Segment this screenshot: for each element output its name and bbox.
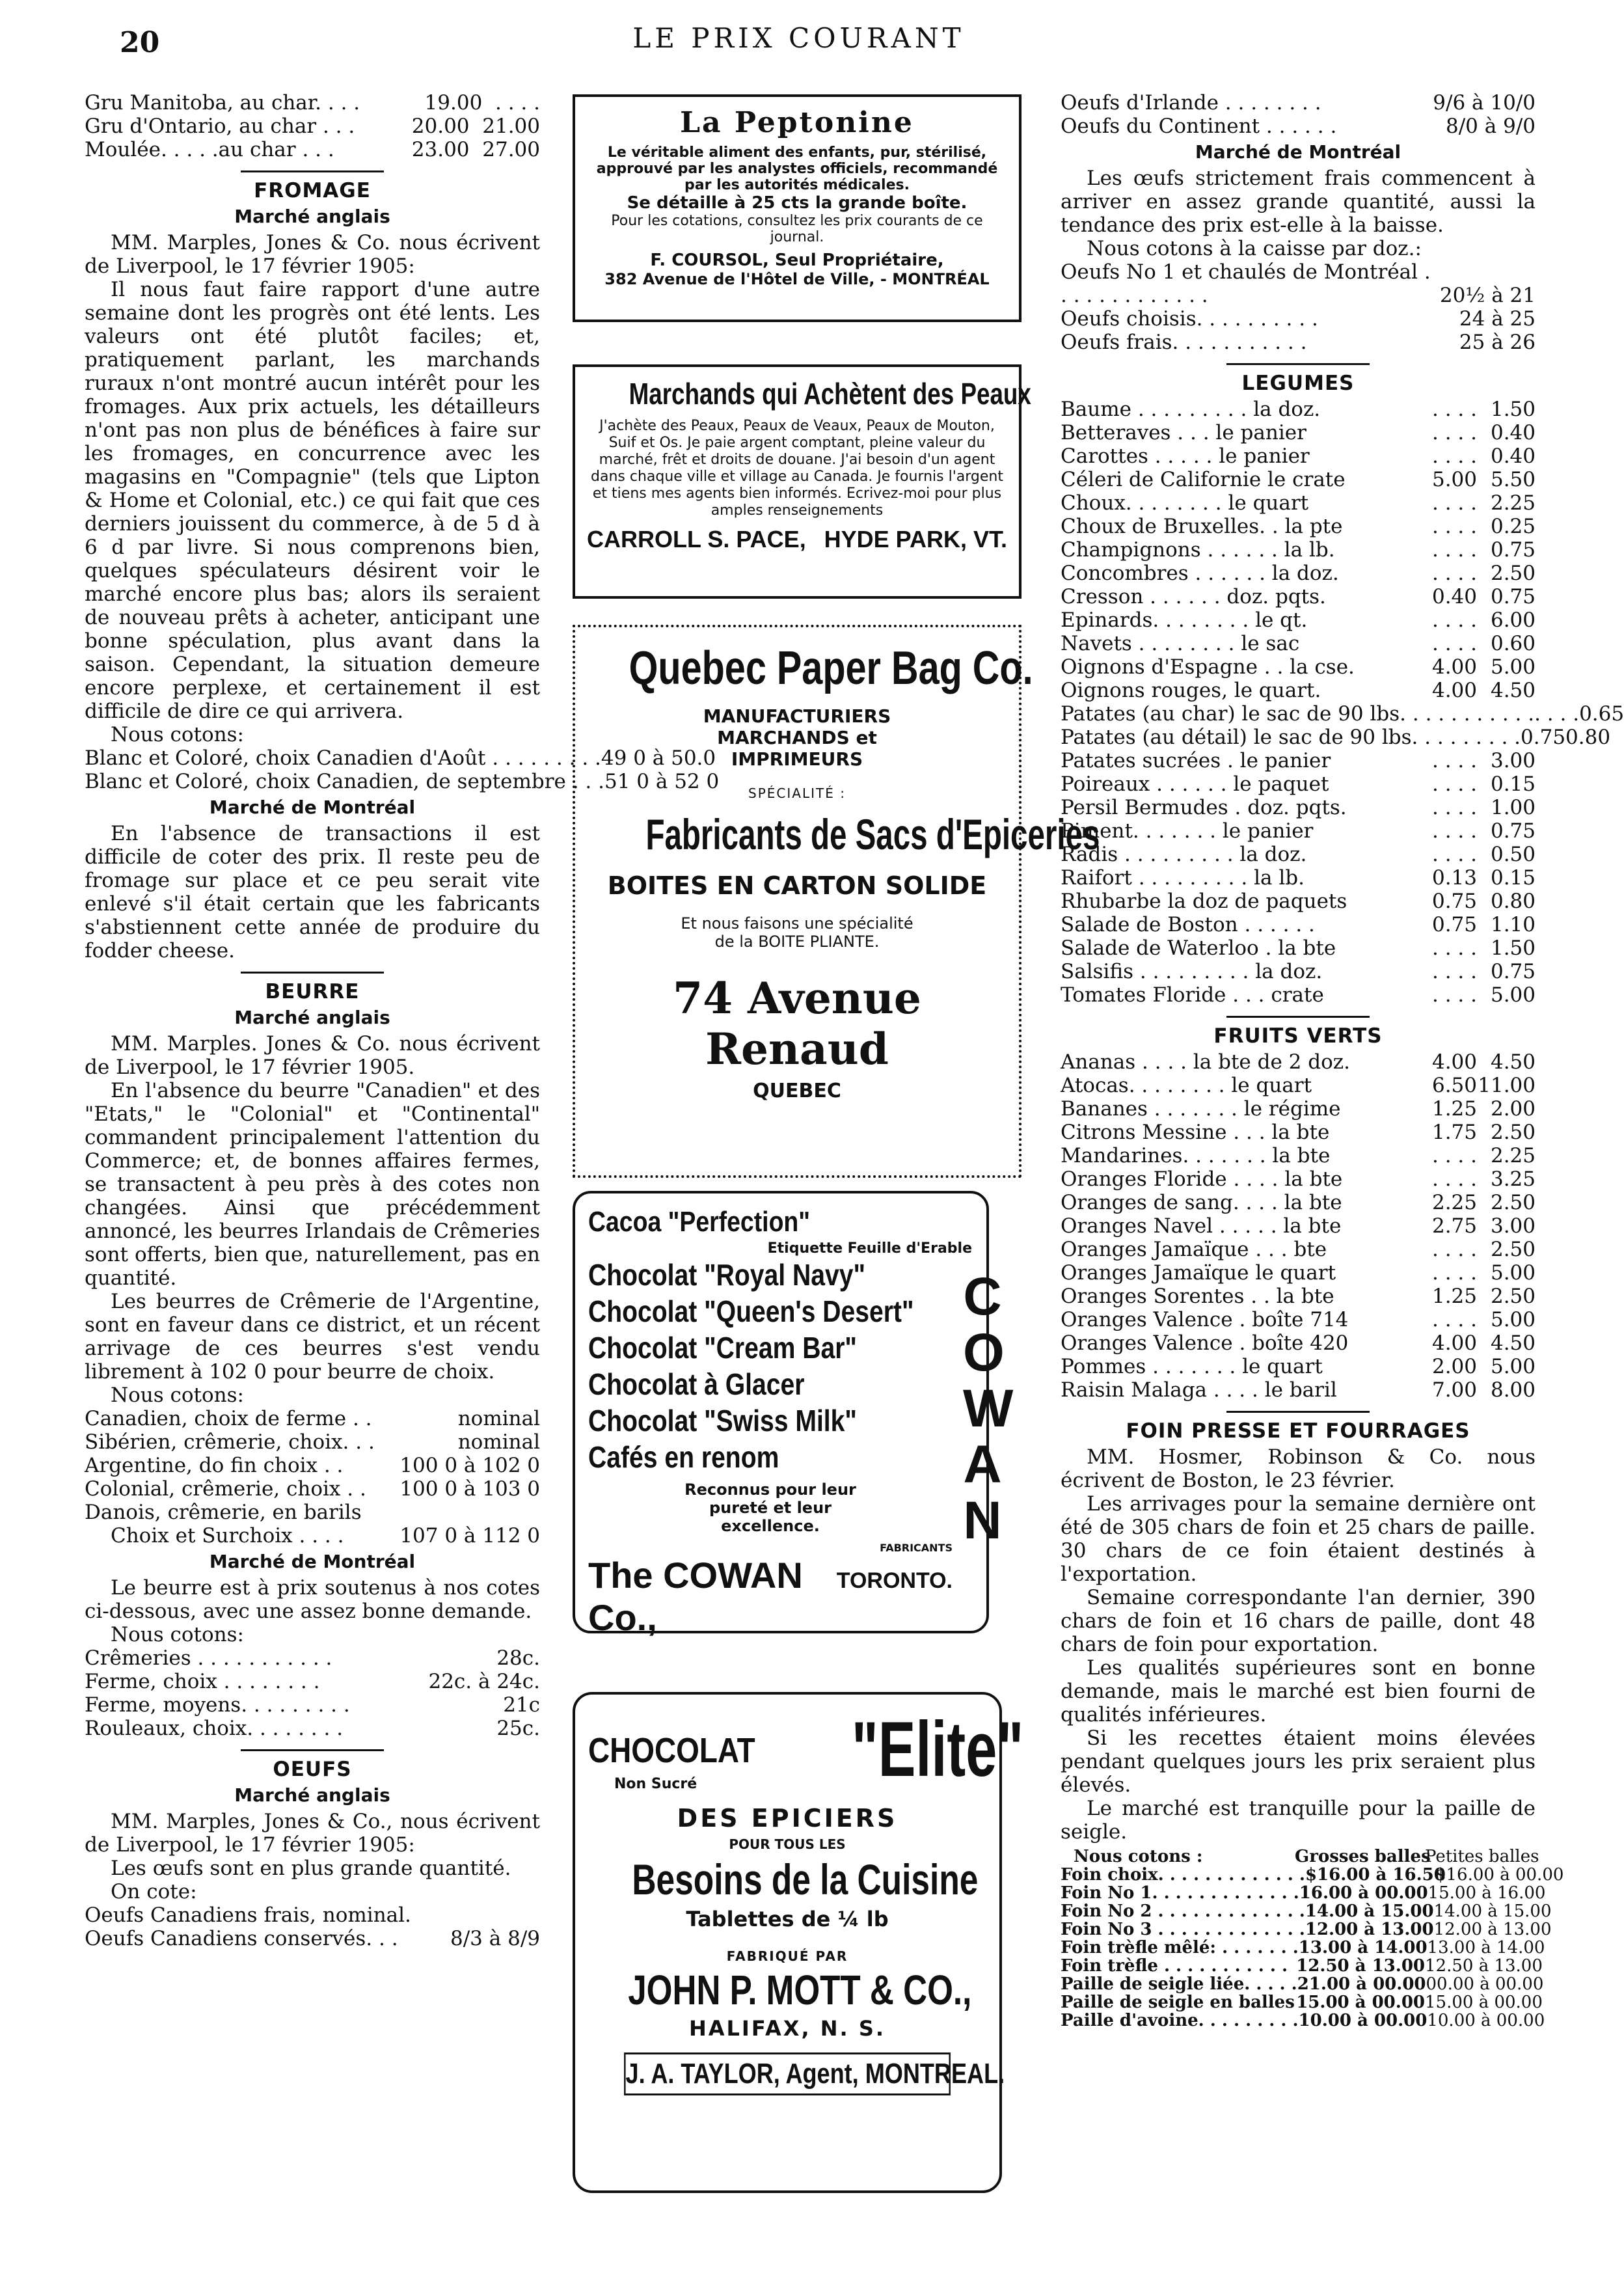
paragraph: MM. Marples, Jones & Co., nous écrivent de Liverpool, le 17 février 1905: (85, 1810, 540, 1857)
quote-row: Choix et Surchoix . . . . 107 0 à 112 0 (111, 1524, 540, 1548)
section-heading-fromage: FROMAGE (254, 179, 371, 202)
ad-pour: POUR TOUS LES (729, 1836, 846, 1852)
quote-row: Oeufs Canadiens conservés. . . 8/3 à 8/9 (85, 1927, 540, 1950)
quote-row: Oeufs d'Irlande . . . . . . . . 9/6 à 10/0 (1061, 91, 1536, 115)
paragraph: MM. Hosmer, Robinson & Co. nous écrivent de Boston, le 23 février. (1061, 1445, 1536, 1492)
ad-name: CARROLL S. PACE, (587, 526, 806, 552)
fruits-list (1061, 1050, 1536, 1402)
ad-line: IMPRIMEURS (731, 748, 863, 770)
hay-row: Paille de seigle liée. . . . . 21.00 à 00.00 00.00 à 00.00 (1061, 1974, 1544, 1994)
ad-address: 382 Avenue de l'Hôtel de Ville, - MONTRÉAL (604, 270, 990, 288)
market-subheading: Marché de Montréal (209, 1551, 416, 1572)
paragraph: Semaine correspondante l'an dernier, 390 chars de foin et 16 chars de paille, dont 48 chars de foin pour exportation. (1061, 1586, 1536, 1656)
price-row: Carottes . . . . . le panier . . . . 0.40 (1061, 444, 1536, 468)
hay-row: Paille de seigle en balles 15.00 à 00.00 15.00 à 00.00 (1061, 1993, 1543, 2012)
price-row: Betteraves . . . le panier . . . . 0.40 (1061, 421, 1536, 444)
ad-text: Pour les cotations, consultez les prix courants de ce journal. (611, 213, 983, 245)
quote-row: Oeufs Canadiens frais, nominal. (85, 1903, 411, 1927)
price-row: Choux de Bruxelles. . la pte . . . . 0.25 (1061, 515, 1536, 538)
ad-text: Se détaille à 25 cts la grande boîte. (627, 193, 968, 213)
price-row: Oranges Valence . boîte 420 4.00 4.50 (1061, 1331, 1536, 1355)
divider (241, 170, 384, 172)
ad-peaux (573, 364, 1031, 599)
price-row: Patates sucrées . le panier . . . . 3.00 (1061, 749, 1536, 772)
quote-row: Ferme, moyens. . . . . . . . . 21c (85, 1693, 540, 1717)
ad-agent: J. A. TAYLOR, Agent, MONTREAL. (624, 2052, 951, 2095)
paragraph: Nous cotons: (111, 723, 244, 746)
ad-line: Chocolat "Cream Bar" (588, 1331, 857, 1365)
price-row: Persil Bermudes . doz. pqts. . . . . 1.00 (1061, 796, 1536, 819)
ad-line: MARCHANDS et (717, 727, 877, 748)
hay-row: Foin trèfle mêlé: . . . . . . . 13.00 à 14.00 13.00 à 14.00 (1061, 1938, 1545, 1957)
ad-note: de la BOITE PLIANTE. (714, 933, 880, 951)
paragraph: Les œufs strictement frais commencent à arriver en assez grande quantité, aussi la tendance des prix est-elle à la baisse. (1061, 167, 1536, 237)
price-row: Citrons Messine . . . la bte 1.75 2.50 (1061, 1121, 1536, 1144)
ad-epiciers: DES EPICIERS (677, 1804, 898, 1833)
paragraph: MM. Marples. Jones & Co. nous écrivent de Liverpool, le 17 février 1905. (85, 1032, 540, 1079)
divider (1226, 363, 1370, 365)
price-row: Tomates Floride . . . crate . . . . 5.00 (1061, 983, 1536, 1007)
price-row: Rhubarbe la doz de paquets 0.75 0.80 (1061, 890, 1536, 913)
ad-city: QUEBEC (753, 1080, 841, 1102)
section-heading-legumes: LEGUMES (1241, 372, 1355, 395)
ad-chocolat: CHOCOLAT (588, 1731, 755, 1770)
ad-quebec-paper-bag (573, 625, 1100, 1178)
ad-line: Cafés en renom (588, 1440, 779, 1474)
divider (1226, 1016, 1370, 1018)
divider (241, 1749, 384, 1751)
quote-row: Oeufs frais. . . . . . . . . . . 25 à 26 (1061, 331, 1536, 354)
ad-fabricants: FABRICANTS (880, 1542, 953, 1554)
paragraph: En l'absence du beurre "Canadien" et des "Etats," le "Colonial" et "Continental" commandent principalement l'attention du Commerce; et, de bonnes affaires fermes, se transactent à peu près à des cotes non changées. Ainsi que précédemment annoncé, les beurres Irlandais de Crêmeries sont offerts, bien que, naturellement, pas en quantité. (85, 1079, 540, 1290)
legumes-list (1061, 398, 1624, 1007)
flour-row: Gru Manitoba, au char. . . . 19.00 . . . . (85, 91, 540, 115)
ad-etiquette: Etiquette Feuille d'Erable (767, 1240, 972, 1257)
price-row: Oranges Jamaïque . . . bte . . . . 2.50 (1061, 1238, 1536, 1261)
paragraph: Les qualités supérieures sont en bonne demande, mais le marché est bien fourni de qualités inférieures. (1061, 1656, 1536, 1726)
page-number: 20 (120, 26, 160, 59)
ad-elite (573, 1692, 1024, 2193)
page-title: LE PRIX COURANT (632, 22, 965, 54)
ad-city: HALIFAX, N. S. (688, 2016, 886, 2041)
ad-line: Chocolat "Royal Navy" (588, 1258, 866, 1292)
quote-row: Oeufs No 1 et chaulés de Montréal . . . . . . . . . . . . . 20½ à 21 (1061, 260, 1536, 307)
price-row: Piment. . . . . . . le panier . . . . 0.75 (1061, 819, 1536, 843)
hay-row: Paille d'avoine. . . . . . . . . 10.00 à 00.00 10.00 à 00.00 (1061, 2011, 1545, 2030)
price-row: Oranges Navel . . . . . la bte 2.75 3.00 (1061, 1214, 1536, 1238)
market-subheading: Marché de Montréal (1195, 141, 1401, 163)
market-subheading: Marché de Montréal (209, 797, 416, 818)
ad-address: 74 Avenue Renaud (673, 973, 921, 1074)
ad-specialite: SPÉCIALITÉ : (748, 785, 846, 801)
paragraph: Les beurres de Crêmerie de l'Argentine, sont en faveur dans ce district, et un récent arrivage de ces beurres s'est vendu librement à 102 0 pour beurre de choix. (85, 1290, 540, 1384)
quote-row: Oeufs du Continent . . . . . . 8/0 à 9/0 (1061, 115, 1536, 138)
quote-row: Canadien, choix de ferme . . nominal (85, 1407, 540, 1430)
price-row: Ananas . . . . la bte de 2 doz. 4.00 4.50 (1061, 1050, 1536, 1074)
section-heading-fruits: FRUITS VERTS (1213, 1024, 1383, 1048)
price-row: Mandarines. . . . . . . la bte . . . . 2.25 (1061, 1144, 1536, 1167)
quote-row: Ferme, choix . . . . . . . . 22c. à 24c. (85, 1670, 540, 1693)
price-row: Oranges Valence . boîte 714 . . . . 5.00 (1061, 1308, 1536, 1331)
hay-row: Foin No 3 . . . . . . . . . . . . . 12.00 à 13.00 12.00 à 13.00 (1061, 1920, 1552, 1939)
hay-row: Foin choix. . . . . . . . . . . . . $16.00 à 16.50 $16.00 à 00.00 (1061, 1865, 1564, 1885)
divider (241, 972, 384, 974)
price-row: Cresson . . . . . . doz. pqts. 0.40 0.75 (1061, 585, 1536, 608)
price-row: Navets . . . . . . . . le sac . . . . 0.60 (1061, 632, 1536, 655)
price-row: Baume . . . . . . . . . la doz. . . . . 1.50 (1061, 398, 1536, 421)
price-row: Poireaux . . . . . . le paquet . . . . 0.15 (1061, 772, 1536, 796)
quote-row: Rouleaux, choix. . . . . . . . 25c. (85, 1717, 540, 1740)
paragraph: Nous cotons: (111, 1623, 244, 1646)
section-heading-oeufs: OEUFS (273, 1758, 352, 1781)
ad-owner: F. COURSOL, Seul Propriétaire, (650, 251, 944, 270)
ad-place: HYDE PARK, VT. (824, 526, 1007, 552)
ad-maker: JOHN P. MOTT & CO., (628, 1967, 972, 2013)
price-row: Concombres . . . . . . la doz. . . . . 2.50 (1061, 562, 1536, 585)
ad-boites: BOITES EN CARTON SOLIDE (607, 871, 987, 900)
paragraph: On cote: (111, 1880, 197, 1903)
paragraph: En l'absence de transactions il est difficile de coter des prix. Il reste peu de fromage sur place et ce peu serait vite enlevé s'il était certain que les fabricants s'abstiennent cette année de produire du fodder cheese. (85, 822, 540, 962)
ad-title: Marchands qui Achètent des Peaux (629, 377, 1031, 411)
ad-peptonine (573, 94, 1022, 322)
price-row: Salade de Waterloo . la bte . . . . 1.50 (1061, 936, 1536, 960)
ad-line: Chocolat "Swiss Milk" (588, 1404, 857, 1438)
paragraph: Le beurre est à prix soutenus à nos cotes ci-dessous, avec une assez bonne demande. (85, 1576, 540, 1623)
price-row: Atocas. . . . . . . . le quart 6.50 11.00 (1061, 1074, 1536, 1097)
paragraph: Les œufs sont en plus grande quantité. (111, 1857, 511, 1880)
right-column (1061, 91, 1624, 2030)
market-subheading: Marché anglais (234, 1007, 390, 1028)
flour-row: Moulée. . . . .au char . . . 23.00 27.00 (85, 138, 540, 161)
section-heading-beurre: BEURRE (265, 980, 360, 1003)
ad-big: Fabricants de Sacs d'Epiceries (645, 810, 1100, 858)
price-row: Oignons rouges, le quart. 4.00 4.50 (1061, 679, 1536, 702)
hay-row: Foin No 1. . . . . . . . . . . . . 16.00 à 00.00 15.00 à 16.00 (1061, 1883, 1546, 1903)
ad-line: MANUFACTURIERS (703, 705, 891, 727)
quote-row: Blanc et Coloré, choix Canadien, de septembre . . . 51 0 à 52 0 (85, 770, 720, 793)
paragraph: Nous cotons à la caisse par doz.: (1087, 237, 1422, 260)
quote-row: Danois, crêmerie, en barils (85, 1501, 362, 1524)
quote-row: Argentine, do fin choix . . 100 0 à 102 0 (85, 1454, 540, 1477)
ad-tablettes: Tablettes de ¼ lb (686, 1907, 889, 1931)
flour-row: Gru d'Ontario, au char . . . 20.00 21.00 (85, 115, 540, 138)
price-row: Epinards. . . . . . . . le qt. . . . . 6.00 (1061, 608, 1536, 632)
hay-table (1061, 1865, 1564, 2030)
ad-line: Chocolat "Queen's Desert" (588, 1294, 914, 1328)
price-row: Champignons . . . . . . la lb. . . . . 0.75 (1061, 538, 1536, 562)
price-row: Céleri de Californie le crate 5.00 5.50 (1061, 468, 1536, 491)
quote-row: Colonial, crêmerie, choix . . 100 0 à 103 0 (85, 1477, 540, 1501)
price-row: Pommes . . . . . . . le quart 2.00 5.00 (1061, 1355, 1536, 1378)
quote-row: Blanc et Coloré, choix Canadien d'Août . . . . . . . . . 49 0 à 50.0 (85, 746, 716, 770)
hay-table-header: Nous cotons : Grosses balles Petites balles (1074, 1847, 1539, 1866)
quote-row: Sibérien, crêmerie, choix. . . nominal (85, 1430, 540, 1454)
ad-company: The COWAN Co., (588, 1555, 803, 1638)
paragraph: Il nous faut faire rapport d'une autre semaine dont les progrès ont été lents. Les valeurs ont été plutôt faciles; et, pratiquement parlant, les marchands ruraux n'ont montré aucun intérêt pour les fromages. Aux prix actuels, les détailleurs n'ont pas non plus de bénéfices à faire sur les fromages, en concurrence avec les magasins en "Compagnie" (tels que Lipton & Home et Colonial, etc.) ce qui fait que ces derniers jouissent du commerce, à de 5 d à 6 d par livre. Si nous comprenons bien, quelques spéculateurs désirent voir le marché encore plus bas; alors ils seraient de nouveau prêts à acheter, anticipant une bonne spéculation, plus avant dans la saison. Cependant, la situation demeure encore perplexe, et certainement il est difficile de dire ce qui arrivera. (85, 278, 540, 723)
paragraph: Les arrivages pour la semaine dernière ont été de 305 chars de foin et 25 chars de paille. 30 chars de ce foin étaient destinés à l'exportation. (1061, 1492, 1536, 1586)
divider (1226, 1411, 1370, 1413)
ad-fabrique: FABRIQUÉ PAR (726, 1948, 848, 1964)
market-subheading: Marché anglais (234, 206, 390, 227)
ad-company-row (588, 1554, 953, 1639)
paragraph: MM. Marples, Jones & Co. nous écrivent de Liverpool, le 17 février 1905: (85, 231, 540, 278)
ad-besoins: Besoins de la Cuisine (632, 1855, 979, 1903)
ad-line: Chocolat à Glacer (588, 1367, 805, 1401)
paragraph: Nous cotons: (111, 1384, 244, 1407)
ad-footer (587, 526, 1007, 553)
section-heading-foin: FOIN PRESSE ET FOURRAGES (1126, 1419, 1470, 1443)
ad-cowan (573, 1191, 1022, 1638)
ad-body (588, 1204, 972, 1639)
quote-row: Crêmeries . . . . . . . . . . . 28c. (85, 1646, 540, 1670)
hay-row: Foin trèfle . . . . . . . . . . . 12.50 à 13.00 12.50 à 13.00 (1061, 1956, 1543, 1976)
price-row: Oranges Jamaïque le quart . . . . 5.00 (1061, 1261, 1536, 1285)
price-row: Raisin Malaga . . . . le baril 7.00 8.00 (1061, 1378, 1536, 1402)
hay-row: Foin No 2 . . . . . . . . . . . . . 14.00 à 15.00 14.00 à 15.00 (1061, 1902, 1552, 1921)
paragraph: Le marché est tranquille pour la paille de seigle. (1061, 1797, 1536, 1844)
ad-line: Cacoa "Perfection" (588, 1206, 811, 1238)
ad-vertical-brand: COWAN (963, 1267, 1014, 1550)
ad-brand: La Peptonine (680, 106, 914, 139)
quote-row: Oeufs choisis. . . . . . . . . . 24 à 25 (1061, 307, 1536, 331)
paragraph: Si les recettes étaient moins élevées pendant quelques jours les prix seraient plus élevés. (1061, 1726, 1536, 1797)
ad-note: Et nous faisons une spécialité (681, 914, 914, 933)
price-row: Salade de Boston . . . . . . 0.75 1.10 (1061, 913, 1536, 936)
ad-nonsucre: Non Sucré (614, 1776, 697, 1792)
ad-text: J'achète des Peaux, Peaux de Veaux, Peaux de Mouton, Suif et Os. Je paie argent comptant, pleine valeur du marché, frêt et droits de douane. J'ai besoin d'un agent dans chaque ville et village au Canada. Je fournis l'argent et tiens mes agents bien informés. Ecrivez-moi pour plus amples renseignements (591, 418, 1003, 519)
ad-city: TORONTO. (836, 1568, 953, 1593)
price-row: Oranges Floride . . . . la bte . . . . 3.25 (1061, 1167, 1536, 1191)
market-subheading: Marché anglais (234, 1784, 390, 1806)
price-row: Choux. . . . . . . . le quart . . . . 2.25 (1061, 491, 1536, 515)
price-row: Salsifis . . . . . . . . . la doz. . . . . 0.75 (1061, 960, 1536, 983)
ad-brand: "Elite" (851, 1706, 1024, 1793)
price-row: Oignons d'Espagne . . la cse. 4.00 5.00 (1061, 655, 1536, 679)
ad-title: Quebec Paper Bag Co. (629, 642, 1033, 694)
ad-head-left (588, 1730, 785, 1795)
price-row: Bananes . . . . . . . le régime 1.25 2.00 (1061, 1097, 1536, 1121)
price-row: Radis . . . . . . . . . la doz. . . . . 0.50 (1061, 843, 1536, 866)
price-row: Patates (au char) le sac de 90 lbs. . . . . . . . . . . . . . . 0.65 (1061, 702, 1624, 726)
price-row: Patates (au détail) le sac de 90 lbs. . . . . . . . . 0.75 0.80 (1061, 726, 1611, 749)
price-row: Raifort . . . . . . . . . la lb. 0.13 0.15 (1061, 866, 1536, 890)
price-row: Oranges de sang. . . . la bte 2.25 2.50 (1061, 1191, 1536, 1214)
price-row: Oranges Sorentes . . la bte 1.25 2.50 (1061, 1285, 1536, 1308)
ad-head (588, 1704, 1024, 1795)
ad-reconnus: Reconnus pour leur pureté et leur excellence. (684, 1480, 856, 1535)
ad-text: Le véritable aliment des enfants, pur, stérilisé, approuvé par les analystes officiels, recommandé par les autorités médicales. (596, 144, 998, 193)
